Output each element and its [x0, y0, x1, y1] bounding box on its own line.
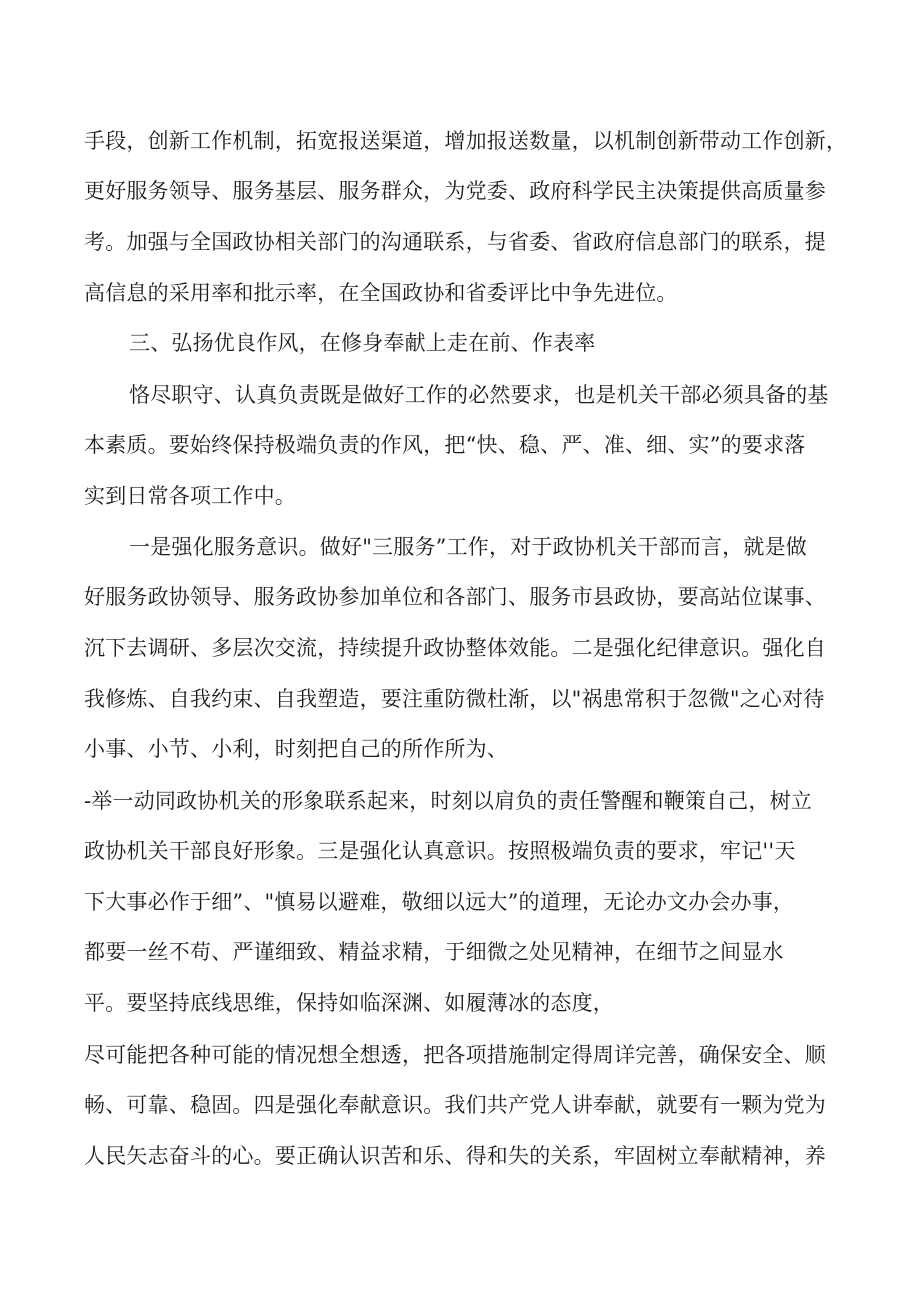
text-line-12: 我修炼、自我约束、自我塑造，要注重防微杜渐，以"祸患常积于忽微"之心对待 [84, 687, 825, 711]
text-line-13: 小事、小节、小利，时刻把自己的所作所为、 [84, 737, 508, 761]
section-heading: 三、弘扬优良作风，在修身奉献上走在前、作表率 [129, 331, 596, 355]
text-line-3: 考。加强与全国政协相关部门的沟通联系，与省委、省政府信息部门的联系，提 [84, 230, 826, 254]
text-line-11: 沉下去调研、多层次交流，持续提升政协整体效能。二是强化纪律意识。强化自 [84, 636, 826, 660]
text-line-10: 好服务政协领导、服务政协参加单位和各部门、服务市县政协，要高站位谋事、 [84, 585, 826, 609]
text-line-14: -举一动同政协机关的形象联系起来，时刻以肩负的责任警醒和鞭策自己，树立 [84, 789, 813, 813]
text-line-7: 本素质。要始终保持极端负责的作风，把“快、稳、严、准、细、实”的要求落 [84, 433, 806, 457]
text-line-18: 平。要坚持底线思维，保持如临深渊、如履薄冰的态度， [84, 991, 614, 1015]
text-line-9: 一是强化服务意识。做好"三服务”工作，对于政协机关干部而言，就是做 [129, 535, 807, 559]
text-line-21: 人民矢志奋斗的心。要正确认识苦和乐、得和失的关系，牢固树立奉献精神，养 [84, 1144, 826, 1168]
text-line-15: 政协机关干部良好形象。三是强化认真意识。按照极端负责的要求，牢记''天 [84, 839, 796, 863]
text-line-1: 手段，创新工作机制，拓宽报送渠道，增加报送数量，以机制创新带动工作创新， [84, 129, 848, 153]
text-line-19: 尽可能把各种可能的情况想全想透，把各项措施制定得周详完善，确保安全、顺 [84, 1043, 826, 1067]
text-line-8: 实到日常各项工作中。 [84, 484, 296, 508]
text-line-17: 都要一丝不苟、严谨细致、精益求精，于细微之处见精神，在细节之间显水 [84, 940, 784, 964]
text-line-4: 高信息的采用率和批示率，在全国政协和省委评比中争先进位。 [84, 281, 678, 305]
text-line-2: 更好服务领导、服务基层、服务群众，为党委、政府科学民主决策提供高质量参 [84, 179, 826, 203]
text-line-20: 畅、可靠、稳固。四是强化奉献意识。我们共产党人讲奉献，就要有一颗为党为 [84, 1093, 826, 1117]
text-line-6: 恪尽职守、认真负责既是做好工作的必然要求，也是机关干部必须具备的基 [129, 383, 829, 407]
text-line-16: 下大事必作于细”、"慎易以避难，敬细以远大”的道理，无论办文办会办事， [84, 890, 795, 914]
